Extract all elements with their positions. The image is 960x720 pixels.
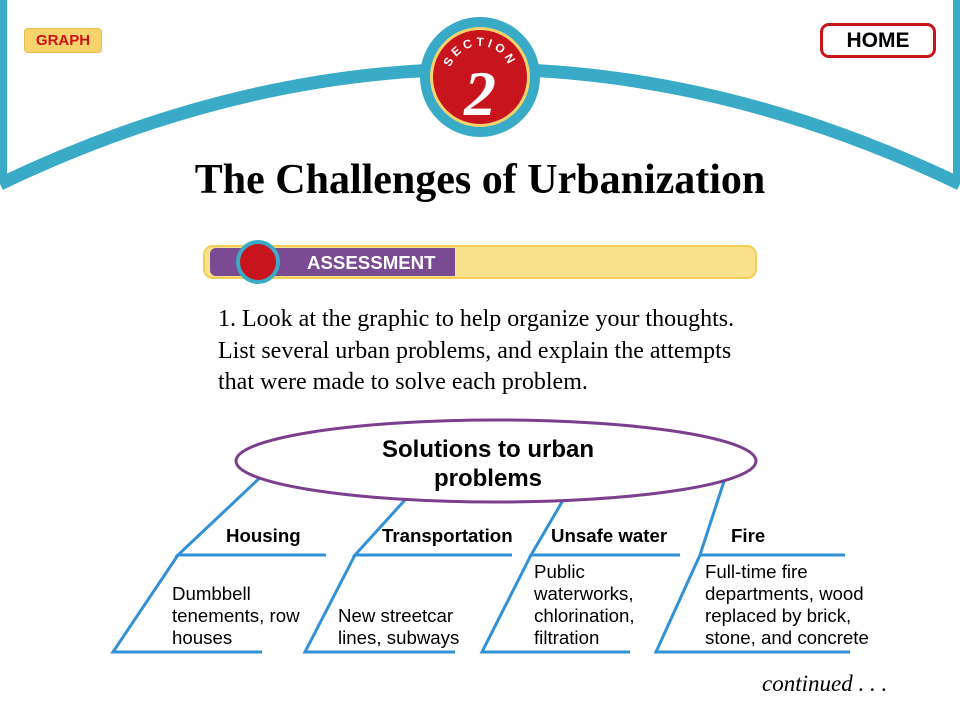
branch-detail-fire	[705, 561, 869, 649]
spoke-line-upper	[700, 472, 845, 555]
branch-detail-unsafe-water	[534, 561, 635, 649]
branch-detail-transportation	[338, 605, 459, 649]
detail-line: houses	[172, 627, 233, 648]
section-word-path: SECTION	[440, 34, 520, 69]
section-number: 2	[464, 58, 496, 129]
detail-line: waterworks,	[534, 583, 634, 604]
graph-badge: GRAPH	[24, 28, 102, 53]
detail-line: Dumbbell	[172, 583, 251, 604]
detail-line: chlorination,	[534, 605, 635, 626]
page-title: The Challenges of Urbanization	[194, 157, 766, 203]
detail-line: Full-time fire	[705, 561, 808, 582]
branch-label-housing: Housing	[226, 525, 301, 546]
question-line: 1. Look at the graphic to help organize your thoughts.	[218, 306, 735, 332]
question-line: that were made to solve each problem.	[218, 369, 588, 395]
detail-line: New streetcar	[338, 605, 454, 626]
question-line: List several urban problems, and explain the attempts	[218, 337, 732, 364]
home-button[interactable]: HOME	[820, 23, 936, 58]
assessment-bullet-icon	[236, 240, 280, 284]
detail-line: Public	[534, 561, 585, 582]
branch-label-fire: Fire	[731, 525, 766, 546]
section-badge	[415, 12, 545, 142]
assessment-question	[218, 304, 734, 399]
branch-label-transportation: Transportation	[382, 525, 513, 546]
detail-line: stone, and concrete	[705, 627, 869, 648]
branch-detail-housing	[172, 583, 300, 649]
detail-line: lines, subways	[338, 627, 460, 648]
detail-line: departments, wood	[705, 583, 864, 604]
detail-line: tenements, row	[172, 605, 300, 626]
detail-line: replaced by brick,	[705, 605, 852, 626]
continued-label: continued . . .	[762, 671, 888, 696]
branch-label-unsafe-water: Unsafe water	[551, 525, 668, 546]
hub-label-line: problems	[433, 465, 543, 492]
detail-line: filtration	[534, 627, 600, 648]
hub-label-line: Solutions to urban	[382, 436, 594, 463]
assessment-label: ASSESSMENT	[307, 252, 436, 273]
hub-label	[338, 435, 638, 493]
